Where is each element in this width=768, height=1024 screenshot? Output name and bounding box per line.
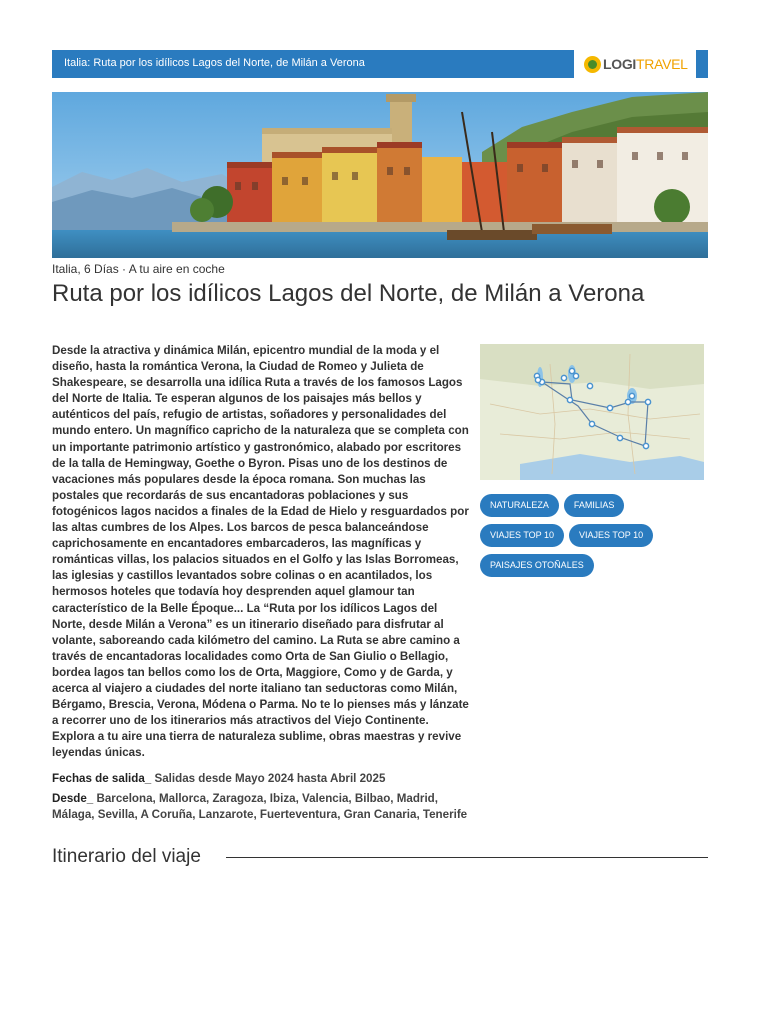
departures-label: Fechas de salida_ [52, 772, 152, 785]
tag-naturaleza[interactable]: NATURALEZA [480, 494, 559, 517]
tag-familias[interactable]: FAMILIAS [564, 494, 625, 517]
departures-info [52, 771, 472, 787]
logo-globe-icon [584, 56, 601, 73]
logo-text-travel: TRAVEL [636, 56, 688, 72]
tag-viajes-top-10-b[interactable]: VIAJES TOP 10 [569, 524, 653, 547]
section-divider [226, 857, 708, 858]
route-map[interactable] [480, 344, 704, 480]
header-title: Italia: Ruta por los idílicos Lagos del Norte, de Milán a Verona [64, 57, 365, 69]
origin-value: Barcelona, Mallorca, Zaragoza, Ibiza, Valencia, Bilbao, Madrid, Málaga, Sevilla, A Coruña, Lanzarote, Fuerteventura, Gran Canaria, Tenerife [52, 792, 468, 822]
tag-list [480, 494, 704, 584]
trip-description: Desde la atractiva y dinámica Milán, epicentro mundial de la moda y el diseño, hasta la romántica Verona, la Ciudad de Romeo y Julieta de Shakespeare, se desarrolla una idílica Ruta a través de los famosos Lagos del Norte de Italia. Te esperan algunos de los paisajes más bellos y auténticos del país, refugio de artistas, soñadores y personalidades del mundo entero. Un magnífico capricho de la naturaleza que se completa con un importante patrimonio artístico y gastronómico, alabado por escritores de la talla de Hemingway, Goethe o Byron. Pisas uno de los destinos de vacaciones más populares desde la época romana. Son muchas las postales que recordarás de sus encantadoras poblaciones y sus fotogénicos lagos nacidos a finales de la Edad de Hielo y resguardados por las altas cumbres de los Alpes. Los barcos de pesca balanceándose caprichosamente en encantadores embarcaderos, las magníficas y románticas villas, los palacios situados en el Golfo y las Islas Borromeas, las iglesias y castillos levantados sobre colinas o en acantilados, los hermosos hoteles que todavía hoy desprenden aquel glamour tan característico de la Belle Époque... La “Ruta por los idílicos Lagos del Norte, desde Milán a Verona” es un itinerario diseñado para disfrutar al volante, saboreando cada kilómetro del camino. La Ruta se abre camino a través de encantadoras localidades como Orta de San Giulio o Bellagio, bordea lagos tan bellos como los de Orta, Maggiore, Como y de Garda, y acerca al viajero a ciudades del norte italiano tan seductoras como Milán, Bérgamo, Brescia, Verona, Módena o Parma. No te lo pienses más y lánzate a recorrer uno de los itinerarios más atractivos del Viejo Continente. Explora a tu aire una tierra de naturaleza sublime, obras maestras y revive leyendas únicas. [52, 344, 469, 760]
tag-paisajes-otonales[interactable]: PAISAJES OTOÑALES [480, 554, 594, 577]
itinerary-heading: Itinerario del viaje [52, 846, 201, 867]
logitravel-logo[interactable] [574, 50, 696, 78]
hero-image [52, 92, 708, 258]
header-bar [52, 50, 708, 78]
origin-label: Desde_ [52, 792, 94, 805]
departures-value: Salidas desde Mayo 2024 hasta Abril 2025 [154, 772, 386, 785]
tag-viajes-top-10[interactable]: VIAJES TOP 10 [480, 524, 564, 547]
origin-info [52, 791, 472, 824]
trip-subtitle: Italia, 6 Días · A tu aire en coche [52, 262, 225, 276]
logo-text-logi: LOGI [603, 56, 637, 72]
page-title: Ruta por los idílicos Lagos del Norte, de Milán a Verona [52, 280, 645, 307]
